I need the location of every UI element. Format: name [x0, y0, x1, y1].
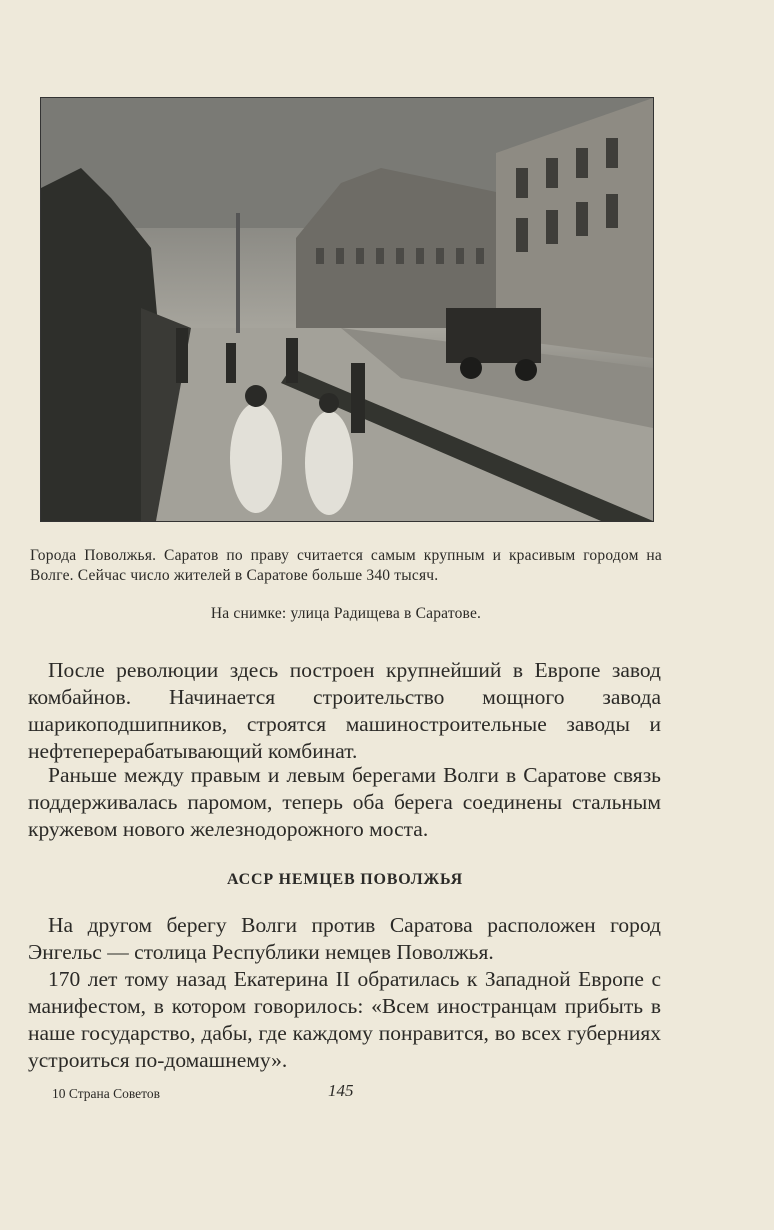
paragraph: Раньше между правым и левым берегами Волги в Саратове связь поддерживалась паромом, теперь оба берега соединены стальным кружевом нового железнодорожного моста.	[28, 763, 661, 841]
section-heading: АССР НЕМЦЕВ ПОВОЛЖЬЯ	[227, 871, 463, 888]
paragraph: 170 лет тому назад Екатерина II обратилась к Западной Европе с манифестом, в котором говорилось: «Всем иностранцам прибыть в наше государство, дабы, где каждому понравится, во всех губерниях устроиться по-домашнему».	[28, 967, 661, 1072]
paragraph: После революции здесь построен крупнейший в Европе завод комбайнов. Начинается строительство мощного завода шарикоподшипников, строятся машиностроительные заводы и нефтеперерабатывающий комбинат.	[28, 658, 661, 763]
photo-caption: Города Поволжья. Саратов по праву считается самым крупным и красивым городом на Волге. Сейчас число жителей в Саратове больше 340 тысяч.	[30, 547, 662, 584]
printer-signature: 10 Страна Советов	[52, 1086, 160, 1101]
photo-subcaption: На снимке: улица Радищева в Саратове.	[210, 605, 482, 622]
paragraph: На другом берегу Волги против Саратова расположен город Энгельс — столица Республики немцев Поволжья.	[28, 913, 661, 964]
page-number: 145	[328, 1081, 354, 1100]
street-photo	[40, 97, 654, 522]
street-photo-icon	[41, 98, 653, 521]
